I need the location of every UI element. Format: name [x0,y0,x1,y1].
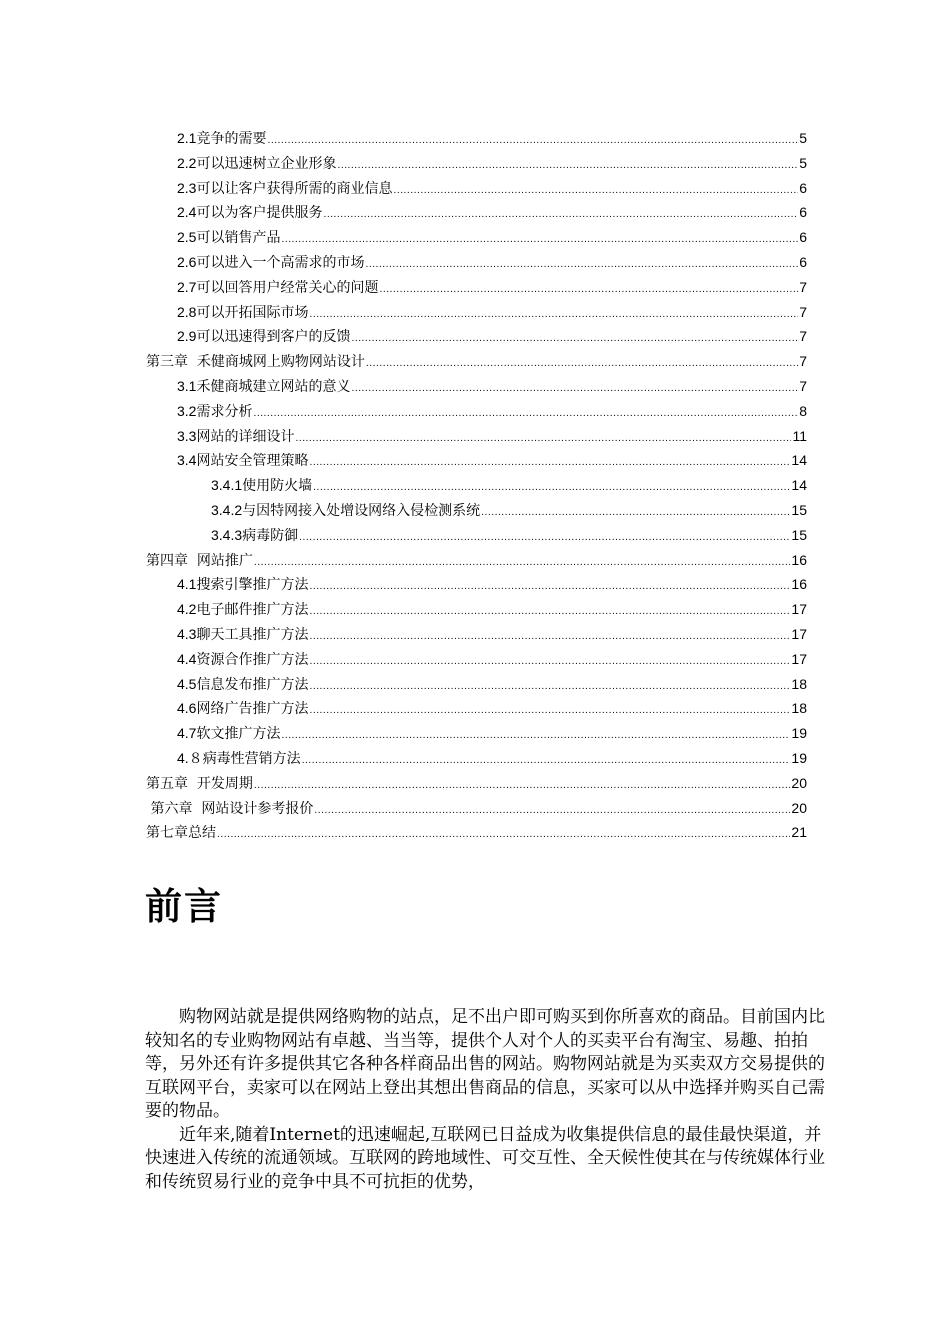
toc-entry-title: 网站安全管理策略 [196,453,309,470]
toc-entry[interactable] [0,498,950,523]
toc-entry-number: 2.1 [177,130,197,146]
toc-entry[interactable] [0,225,950,250]
toc-entry-number: 3.4 [177,452,197,469]
toc-page-number: 11 [792,427,807,444]
toc-page-number: 19 [791,725,807,742]
toc-page-number: 17 [791,601,807,618]
toc-page-number: 7 [799,353,807,370]
toc-page-number: 6 [799,204,807,221]
toc-entry[interactable] [0,324,950,349]
toc-entry-number: 3.4.1 [211,477,243,494]
toc-dot-leader [309,623,790,650]
toc-dot-leader [365,251,798,278]
page-title: 前言 [145,885,223,928]
toc-dot-leader [366,350,798,377]
toc-entry-number: 3.4.2 [211,501,243,518]
toc-dot-leader [309,573,790,600]
toc-entry[interactable] [0,696,950,721]
toc-page-number: 18 [791,675,807,692]
toc-entry[interactable] [0,200,950,225]
toc-entry-title: 软文推广方法 [196,726,281,743]
toc-dot-leader [295,425,791,452]
toc-entry[interactable] [0,597,950,622]
toc-dot-leader [351,375,798,402]
toc-entry[interactable] [0,672,950,697]
paragraph: 购物网站就是提供网络购物的站点，足不出户即可购买到你所喜欢的商品。目前国内比较知名的专业购物网站有卓越、当当等，提供个人对个人的买卖平台有淘宝、易趣、拍拍等，另外还有许多提供其它各种各样商品出售的网站。购物网站就是为买卖双方交易提供的互联网平台，卖家可以在网站上登出其想出售商品的信息，买家可以从中选择并购买自己需要的物品。 [145,1007,825,1121]
toc-entry[interactable] [0,374,950,399]
toc-page-number: 14 [791,452,807,469]
toc-page-number: 7 [799,303,807,320]
toc-entry-title: 可以开拓国际市场 [196,304,309,321]
toc-entry-title: 第五章 开发周期 [146,775,253,792]
toc-dot-leader [299,524,790,551]
toc-entry-title: 禾健商城建立网站的意义 [196,378,351,395]
toc-dot-leader [281,226,798,253]
toc-entry-number: 2.5 [177,229,197,246]
toc-dot-leader [314,797,790,824]
toc-entry-title: 可以进入一个高需求的市场 [196,254,365,271]
toc-entry-number: 2.7 [177,278,197,295]
toc-entry[interactable] [0,572,950,597]
toc-page-number: 19 [791,749,807,766]
toc-entry[interactable] [0,300,950,325]
table-of-contents [0,126,950,845]
toc-dot-leader [337,152,798,179]
toc-entry-number: 2.9 [177,328,197,345]
toc-entry-title: 病毒性营销方法 [202,750,301,767]
toc-entry[interactable] [0,796,950,821]
toc-entry[interactable] [0,176,950,201]
toc-dot-leader [313,474,790,501]
body-text [145,1006,825,1194]
toc-entry[interactable] [0,448,950,473]
toc-page-number: 5 [799,154,807,171]
toc-page-number: 8 [799,402,807,419]
toc-entry-title: 网站的详细设计 [196,428,295,445]
toc-dot-leader [254,772,791,799]
toc-page-number: 6 [799,179,807,196]
toc-entry[interactable] [0,275,950,300]
toc-page-number: 20 [791,774,807,791]
toc-entry[interactable] [0,548,950,573]
toc-page-number: 7 [799,328,807,345]
toc-entry-title: 可以回答用户经常关心的问题 [196,279,379,296]
toc-dot-leader [351,325,798,352]
toc-dot-leader [309,301,798,328]
toc-page-number: 17 [791,650,807,667]
toc-entry-number: 4.８ [177,749,203,766]
toc-entry[interactable] [0,399,950,424]
toc-dot-leader [393,177,798,204]
toc-entry[interactable] [0,622,950,647]
toc-entry[interactable] [0,721,950,746]
toc-entry-number: 4.7 [177,725,197,742]
toc-entry-title: 第四章 网站推广 [146,552,253,569]
toc-entry-title: 第七章总结 [146,825,216,842]
toc-dot-leader [309,673,790,700]
toc-entry-title: 可以为客户提供服务 [196,205,323,222]
toc-dot-leader [309,598,790,625]
toc-page-number: 18 [791,700,807,717]
toc-page-number: 15 [791,526,807,543]
toc-page-number: 15 [791,501,807,518]
toc-dot-leader [254,549,791,576]
toc-entry-title: 第三章 禾健商城网上购物网站设计 [146,354,365,371]
toc-entry[interactable] [0,424,950,449]
toc-page-number: 21 [791,824,807,841]
toc-entry[interactable] [0,647,950,672]
toc-entry-title: 使用防火墙 [242,478,313,495]
toc-entry-number: 4.4 [177,650,197,667]
toc-dot-leader [302,747,791,774]
toc-entry-title: 聊天工具推广方法 [196,626,309,643]
toc-dot-leader [323,201,798,228]
toc-entry-title: 第六章 网站设计参考报价 [146,800,314,817]
toc-dot-leader [379,276,798,303]
paragraph: 近年来,随着Internet的迅速崛起,互联网已日益成为收集提供信息的最佳最快渠道，并快速进入传统的流通领域。互联网的跨地域性、可交互性、全天候性使其在与传统媒体行业和传统贸易行业的竞争中具不可抗拒的优势， [145,1124,825,1192]
toc-page-number: 6 [799,253,807,270]
toc-entry-number: 2.2 [177,154,197,171]
toc-entry-number: 2.6 [177,253,197,270]
toc-entry[interactable] [0,473,950,498]
toc-entry-number: 4.1 [177,576,197,593]
toc-entry-title: 与因特网接入处增设网络入侵检测系统 [242,502,481,519]
toc-dot-leader [217,821,790,848]
toc-entry-title: 网络广告推广方法 [196,701,309,718]
toc-entry[interactable] [0,771,950,796]
toc-entry-title: 搜索引擎推广方法 [196,577,309,594]
toc-entry-title: 需求分析 [196,403,253,420]
toc-entry-number: 3.4.3 [211,526,243,543]
toc-entry-title: 可以迅速得到客户的反馈 [196,329,351,346]
toc-page-number: 6 [799,229,807,246]
toc-entry-number: 4.2 [177,601,197,618]
toc-dot-leader [309,697,790,724]
toc-page-number: 16 [791,576,807,593]
toc-page-number: 7 [799,377,807,394]
toc-dot-leader [281,722,790,749]
toc-entry-title: 电子邮件推广方法 [196,602,309,619]
toc-entry-title: 可以让客户获得所需的商业信息 [196,180,393,197]
toc-entry-title: 可以销售产品 [196,230,281,247]
toc-entry-title: 病毒防御 [242,527,299,544]
toc-entry-title: 可以迅速树立企业形象 [196,155,337,172]
toc-page-number: 20 [791,799,807,816]
toc-dot-leader [481,499,790,526]
toc-entry-title: 信息发布推广方法 [196,676,309,693]
toc-dot-leader [267,127,798,154]
toc-entry-number: 4.3 [177,625,197,642]
toc-entry[interactable] [0,746,950,771]
toc-entry[interactable] [0,820,950,845]
toc-entry-number: 3.1 [177,377,197,394]
toc-dot-leader [309,648,790,675]
toc-entry-number: 4.5 [177,675,197,692]
toc-entry-title: 资源合作推广方法 [196,651,309,668]
toc-page-number: 16 [791,551,807,568]
toc-entry-number: 3.2 [177,402,197,419]
toc-entry-number: 2.4 [177,204,197,221]
toc-page-number: 7 [799,278,807,295]
toc-entry[interactable] [0,151,950,176]
toc-entry-number: 2.3 [177,179,197,196]
toc-entry-title: 竞争的需要 [196,131,267,147]
toc-dot-leader [253,400,798,427]
toc-entry[interactable] [0,349,950,374]
toc-entry[interactable] [0,523,950,548]
toc-entry-number: 2.8 [177,303,197,320]
toc-page-number: 5 [799,130,807,146]
toc-entry-number: 4.6 [177,700,197,717]
toc-entry-number: 3.3 [177,427,197,444]
toc-dot-leader [309,449,790,476]
toc-page-number: 17 [791,625,807,642]
toc-entry[interactable] [0,126,950,151]
toc-entry[interactable] [0,250,950,275]
toc-page-number: 14 [791,477,807,494]
